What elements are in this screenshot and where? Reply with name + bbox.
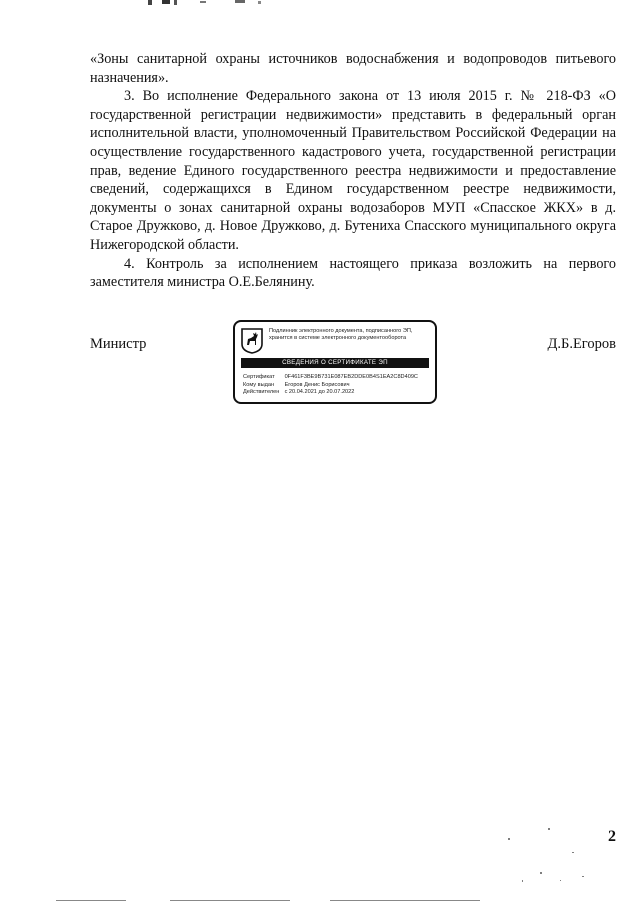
scan-edge-line (330, 900, 480, 901)
scan-speck (522, 880, 523, 882)
stamp-row-value: с 20.04.2021 до 20.07.2022 (284, 389, 355, 396)
document-body (90, 50, 616, 292)
stamp-row-value: 0F461F3BE9B731E087EB2DDE0B4S1EA2C8D409C (284, 374, 418, 380)
signatory-name: Д.Б.Егоров (547, 336, 616, 352)
scan-speck (540, 872, 542, 874)
stamp-row-certificate (243, 374, 433, 382)
stamp-row-key: Действителен (243, 389, 280, 396)
stamp-note: Подлинник электронного документа, подписанного ЭП, хранится в системе электронного документооборота (269, 328, 413, 341)
scan-edge-line (56, 900, 126, 901)
stamp-row-key: Кому выдан (243, 381, 275, 388)
stamp-row-validity (243, 389, 433, 397)
scan-speck (548, 828, 550, 830)
scan-speck (572, 852, 574, 853)
paragraph-item-4: 4. Контроль за исполнением настоящего приказа возложить на первого заместителя министра О.Е.Белянину. (90, 255, 616, 291)
signatory-position: Министр (90, 336, 147, 352)
scan-artifact-top (140, 0, 270, 6)
scan-edge-line (170, 900, 290, 901)
scan-speck (508, 838, 510, 840)
stamp-row-key: Сертификат (243, 374, 275, 380)
scan-speck (560, 880, 561, 881)
stamp-row-value: Егоров Денис Борисович (284, 381, 350, 388)
stamp-certificate-header: СВЕДЕНИЯ О СЕРТИФИКАТЕ ЭП (241, 358, 429, 368)
scan-speck (582, 876, 584, 877)
page-number: 2 (608, 828, 616, 845)
paragraph-item-3: 3. Во исполнение Федерального закона от 13 июля 2015 г. № 218-ФЗ «О государственной регистрации недвижимости» представить в федеральный орган исполнительной власти, уполномоченный Правительством Российской Федерации на осуществление государственного кадастрового учета, государственной регистрации прав, ведение Единого государственного реестра недвижимости и предоставление сведений, содержащихся в Едином государственном реестре недвижимости, документы о зонах санитарной охраны водозаборов МУП «Спасское ЖКХ» в д. Старое Дружково, д. Новое Дружково, д. Бутениха Спасского муниципального округа Нижегородской области. (90, 88, 616, 253)
nizhny-novgorod-deer-emblem-icon (241, 328, 263, 354)
electronic-signature-stamp (233, 320, 437, 404)
stamp-certificate-details (243, 374, 433, 397)
paragraph-zones-title: «Зоны санитарной охраны источников водоснабжения и водопроводов питьевого назначения». (90, 51, 616, 86)
